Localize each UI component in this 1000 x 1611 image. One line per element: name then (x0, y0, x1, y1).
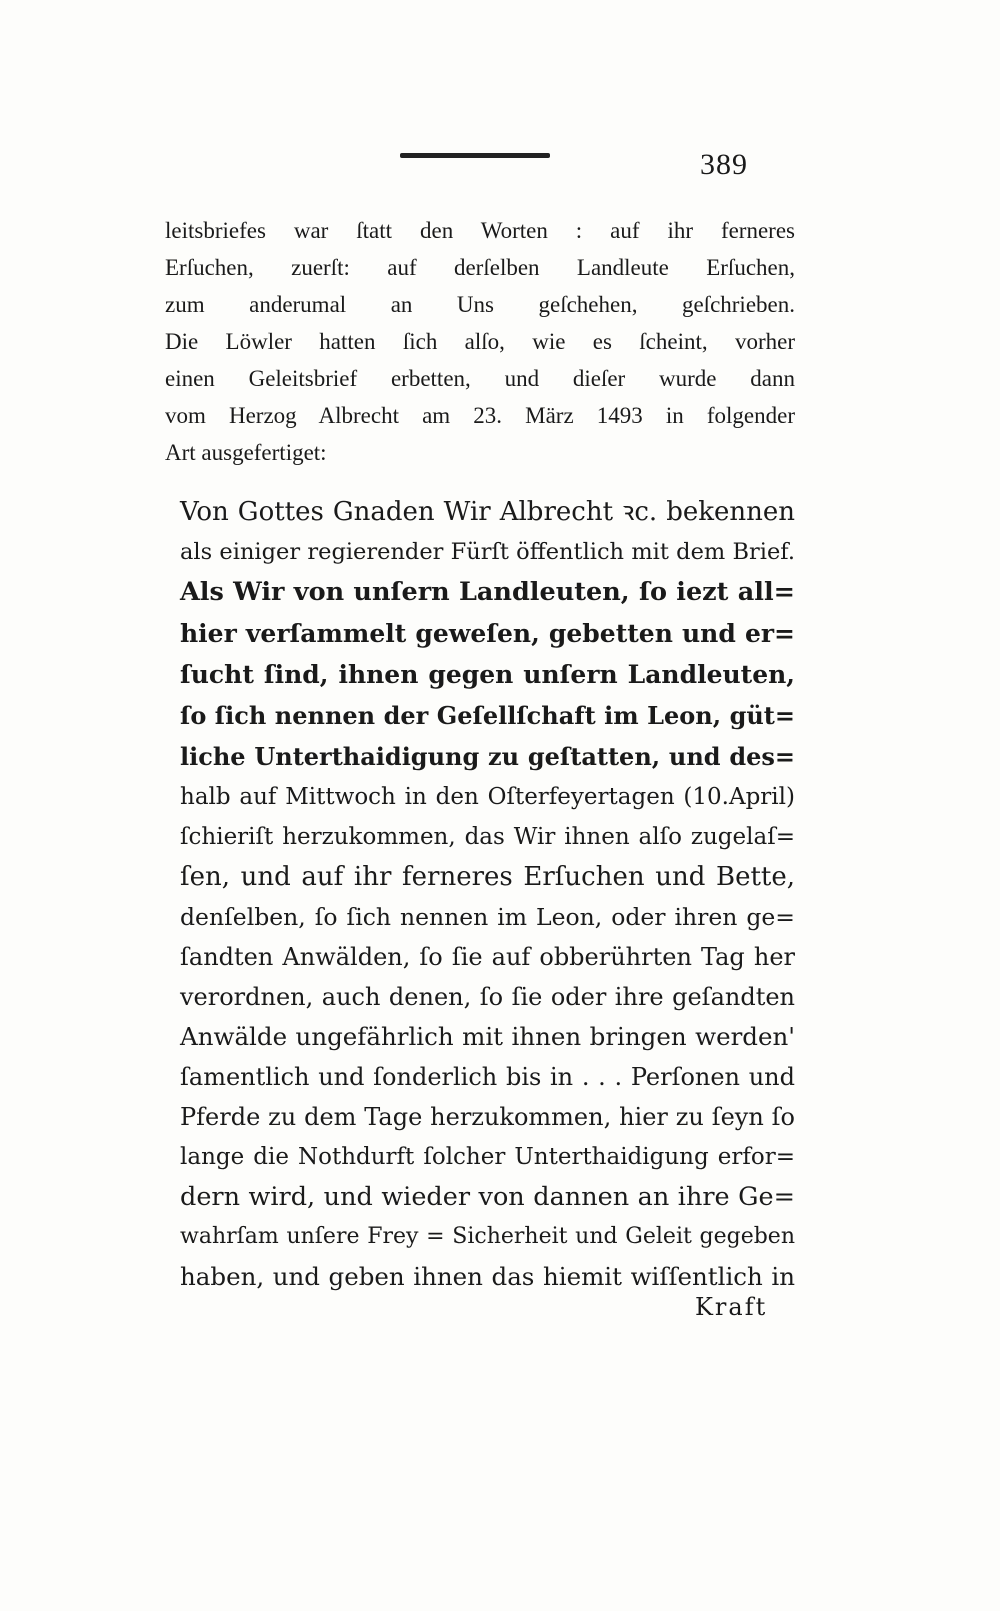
page-number: 389 (700, 148, 748, 181)
letter-line: dern wird, und wieder von dannen an ihre Ge= (180, 1182, 795, 1212)
letter-line: lange die Nothdurft ſolcher Unterthaidigung erfor= (180, 1144, 795, 1170)
catchword: Kraft (695, 1293, 768, 1321)
letter-line: ſamentlich und ſonderlich bis in . . . Perſonen und (180, 1063, 795, 1091)
letter-line: Von Gottes Gnaden Wir Albrecht ꝛc. bekennen (180, 497, 795, 527)
text-line: Die Löwler hatten ſich alſo, wie es ſcheint, vorher (165, 329, 795, 354)
letter-line: ſo ſich nennen der Geſellſchaft im Leon, güt= (180, 701, 795, 730)
text-line: einen Geleitsbrief erbetten, und dieſer wurde dann (165, 366, 795, 391)
text-line: leitsbriefes war ſtatt den Worten : auf ihr ferneres (165, 218, 795, 243)
text-line: vom Herzog Albrecht am 23. März 1493 in folgender (165, 403, 795, 428)
letter-line: halb auf Mittwoch in den Oſterfeyertagen (10.April) (180, 784, 795, 810)
letter-line: Als Wir von unſern Landleuten, ſo iezt all= (180, 577, 795, 607)
letter-line: wahrſam unſere Frey = Sicherheit und Geleit gegeben (180, 1224, 795, 1249)
letter-line: ſandten Anwälden, ſo ſie auf obberührten Tag her (180, 943, 795, 971)
letter-line: Anwälde ungefährlich mit ihnen bringen werden' (180, 1022, 795, 1051)
letter-line: ſen, und auf ihr ferneres Erſuchen und Bette, (180, 862, 795, 892)
letter-line: verordnen, auch denen, ſo ſie oder ihre geſandten (180, 983, 795, 1011)
letter-line: Pferde zu dem Tage herzukommen, hier zu ſeyn ſo (180, 1103, 795, 1131)
intro-paragraph (165, 212, 795, 471)
letter-line: liche Unterthaidigung zu geſtatten, und des= (180, 742, 795, 771)
letter-line: haben, und geben ihnen das hiemit wiſſentlich in (180, 1262, 795, 1291)
letter-line: denſelben, ſo ſich nennen im Leon, oder ihren ge= (180, 903, 795, 931)
text-line: Erſuchen, zuerſt: auf derſelben Landleute Erſuchen, (165, 255, 795, 280)
header-rule (400, 153, 550, 158)
text-line: Art ausgefertiget: (165, 440, 327, 465)
letter-line: als einiger regierender Fürſt öffentlich mit dem Brief. (180, 539, 795, 565)
letter-line: ſchieriſt herzukommen, das Wir ihnen alſo zugelaſ= (180, 824, 795, 850)
quoted-letter (180, 492, 795, 1297)
text-line: zum anderumal an Uns geſchehen, geſchrieben. (165, 292, 795, 317)
letter-line: ſucht ſind, ihnen gegen unſern Landleuten, (180, 660, 795, 689)
letter-line: hier verſammelt geweſen, gebetten und er= (180, 619, 795, 648)
